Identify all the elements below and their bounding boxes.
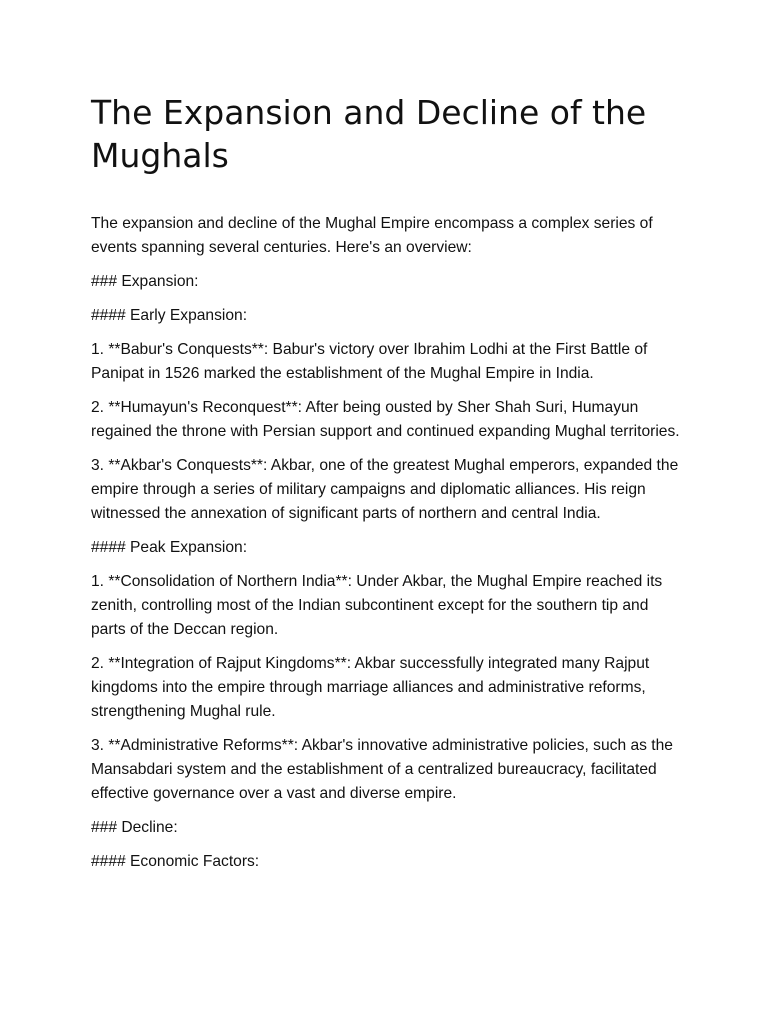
paragraph-akbars-conquests: 3. **Akbar's Conquests**: Akbar, one of the greatest Mughal emperors, expanded the empire through a series of military campaigns and diplomatic alliances. His reign witnessed the annexation of significant parts of northern and central India. [91, 457, 679, 522]
paragraph-consolidation: 1. **Consolidation of Northern India**: Under Akbar, the Mughal Empire reached its zenith, controlling most of the Indian subcontinent except for the southern tip and parts of the Deccan region. [91, 573, 663, 638]
paragraph-administrative-reforms: 3. **Administrative Reforms**: Akbar's innovative administrative policies, such as the Mansabdari system and the establishment of a centralized bureaucracy, facilitated effective governance over a vast and diverse empire. [91, 737, 673, 802]
document-title: The Expansion and Decline of the Mughals [91, 93, 647, 175]
paragraph-baburs-conquests: 1. **Babur's Conquests**: Babur's victory over Ibrahim Lodhi at the First Battle of Panipat in 1526 marked the establishment of the Mughal Empire in India. [91, 341, 648, 382]
paragraph-humayuns-reconquest: 2. **Humayun's Reconquest**: After being ousted by Sher Shah Suri, Humayun regained the throne with Persian support and continued expanding Mughal territories. [91, 399, 680, 440]
document-body [91, 212, 683, 874]
heading-early-expansion: #### Early Expansion: [91, 307, 248, 324]
heading-peak-expansion: #### Peak Expansion: [91, 539, 248, 556]
paragraph-rajput-integration: 2. **Integration of Rajput Kingdoms**: Akbar successfully integrated many Rajput kingdoms into the empire through marriage alliances and administrative reforms, strengthening Mughal rule. [91, 655, 650, 720]
heading-expansion: ### Expansion: [91, 273, 199, 290]
intro-paragraph: The expansion and decline of the Mughal Empire encompass a complex series of events spanning several centuries. Here's an overview: [91, 215, 653, 256]
heading-decline: ### Decline: [91, 819, 178, 836]
heading-economic-factors: #### Economic Factors: [91, 853, 260, 870]
